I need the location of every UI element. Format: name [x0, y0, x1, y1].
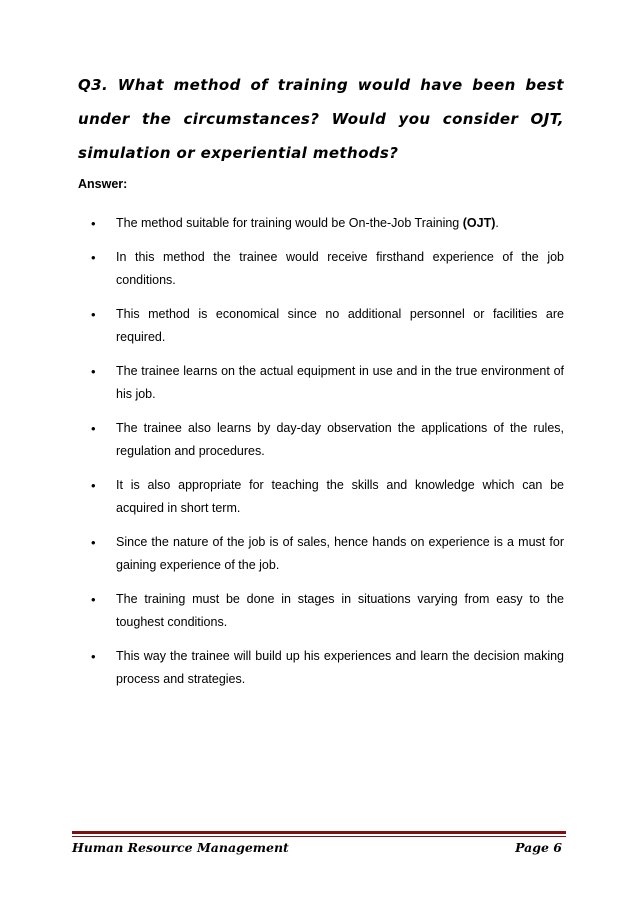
bullet-icon: • [91, 250, 96, 265]
bullet-item [78, 303, 564, 349]
bullet-suffix: . [495, 216, 499, 230]
bullet-item [78, 474, 564, 520]
bullet-text: This way the trainee will build up his experiences and learn the decision making process and strategies. [116, 649, 564, 686]
footer-divider-thin [72, 836, 566, 837]
bullet-text: The trainee learns on the actual equipment in use and in the true environment of his job. [116, 364, 564, 401]
bullet-bold-text: (OJT) [462, 216, 496, 230]
bullet-item [78, 645, 564, 691]
bullet-icon: • [91, 478, 96, 493]
bullet-item [78, 531, 564, 577]
answer-label: Answer: [78, 177, 128, 191]
footer-divider [72, 831, 566, 834]
bullet-icon: • [91, 307, 96, 322]
bullet-item [78, 360, 564, 406]
bullet-icon: • [91, 535, 96, 550]
bullet-text: The training must be done in stages in situations varying from easy to the toughest conditions. [116, 592, 564, 629]
footer-title: Human Resource Management [72, 840, 289, 855]
bullet-item [78, 212, 564, 235]
bullet-icon: • [91, 649, 96, 664]
bullet-icon: • [91, 421, 96, 436]
bullet-icon: • [91, 592, 96, 607]
bullet-text: Since the nature of the job is of sales, hence hands on experience is a must for gaining experience of the job. [116, 535, 564, 572]
bullet-icon: • [91, 364, 96, 379]
bullet-item [78, 417, 564, 463]
bullet-text: In this method the trainee would receive firsthand experience of the job conditions. [116, 250, 564, 287]
bullet-text: This method is economical since no additional personnel or facilities are required. [116, 307, 564, 344]
bullet-text: It is also appropriate for teaching the skills and knowledge which can be acquired in short term. [116, 478, 564, 515]
page-number: Page 6 [515, 840, 562, 855]
bullet-text: The method suitable for training would be On-the-Job Training [116, 216, 463, 230]
bullet-item [78, 588, 564, 634]
bullet-text: The trainee also learns by day-day observation the applications of the rules, regulation and procedures. [116, 421, 564, 458]
answer-bullet-list [78, 212, 564, 702]
question-heading: Q3. What method of training would have been best under the circumstances? Would you consider OJT, simulation or experiential methods? [78, 76, 564, 162]
bullet-item [78, 246, 564, 292]
bullet-icon: • [91, 216, 96, 231]
